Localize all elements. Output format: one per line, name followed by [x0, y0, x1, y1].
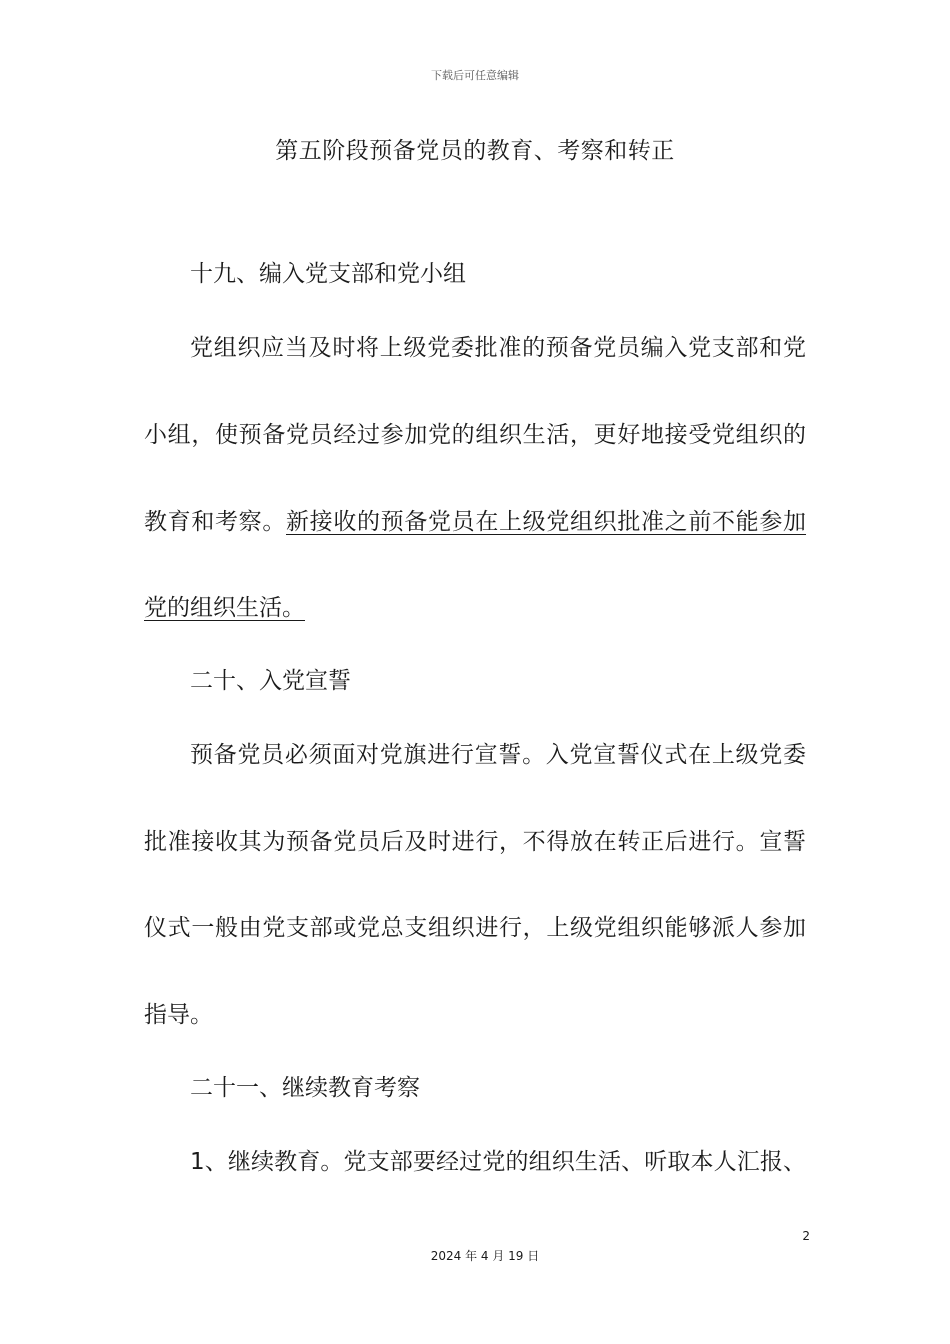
paragraph-line: [144, 506, 806, 538]
page-number: 2: [802, 1229, 810, 1243]
paragraph-line: 批准接收其为预备党员后及时进行，不得放在转正后进行。宣誓: [144, 829, 806, 855]
paragraph-line: 1、继续教育。党支部要经过党的组织生活、听取本人汇报、: [190, 1149, 806, 1175]
paragraph-line: 小组，使预备党员经过参加党的组织生活，更好地接受党组织的: [144, 422, 806, 448]
paragraph-line: 指导。: [144, 1002, 213, 1028]
footer-date: 2024 年 4 月 19 日: [430, 1249, 540, 1263]
paragraph-line: [144, 592, 806, 624]
underlined-text: 新接收的预备党员在上级党组织批准之前不能参加: [286, 509, 807, 535]
paragraph-text: 教育和考察。: [144, 509, 286, 535]
section-heading-21: 二十一、继续教育考察: [190, 1075, 420, 1101]
paragraph-line: 仪式一般由党支部或党总支组织进行，上级党组织能够派人参加: [144, 915, 806, 941]
paragraph-line: 党组织应当及时将上级党委批准的预备党员编入党支部和党: [190, 335, 806, 361]
paragraph-line: 预备党员必须面对党旗进行宣誓。入党宣誓仪式在上级党委: [190, 742, 806, 768]
underlined-text: 党的组织生活。: [144, 595, 305, 621]
page-title: 第五阶段预备党员的教育、考察和转正: [275, 138, 675, 164]
section-heading-20: 二十、入党宣誓: [190, 668, 351, 694]
section-heading-19: 十九、编入党支部和党小组: [190, 261, 466, 287]
header-note: 下载后可任意编辑: [431, 69, 519, 82]
